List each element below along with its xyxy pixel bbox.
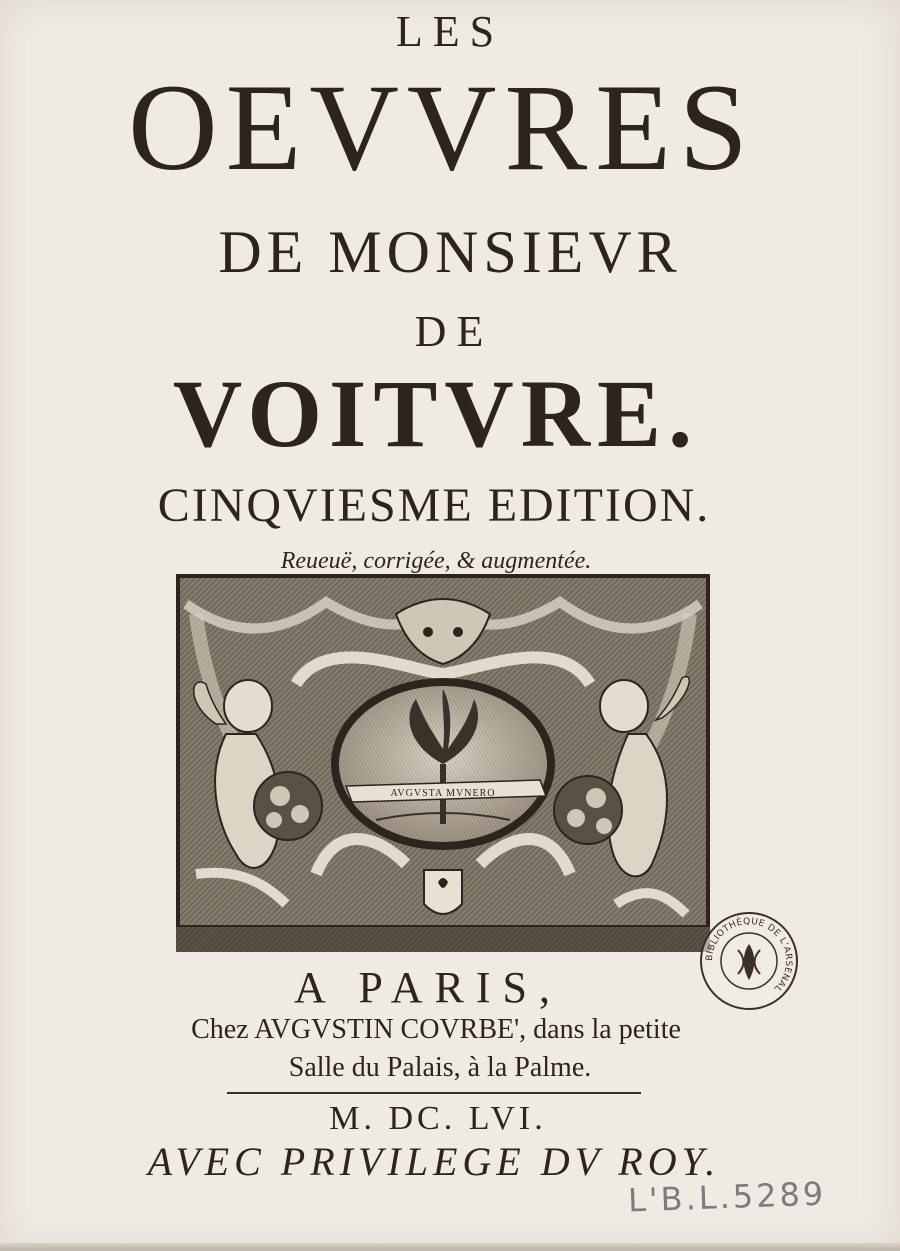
imprint-rule bbox=[227, 1092, 641, 1094]
author-name: VOITVRE. bbox=[172, 360, 700, 467]
vignette-banner-text: AVGVSTA MVNERO bbox=[390, 788, 496, 799]
title-les: LES bbox=[395, 7, 505, 56]
imprint-city: A PARIS, bbox=[293, 963, 563, 1012]
heraldic-shield bbox=[424, 870, 462, 914]
title-de: DE bbox=[414, 307, 494, 356]
royal-privilege: AVEC PRIVILEGE DV ROY. bbox=[147, 1139, 721, 1184]
shelfmark-annotation: L'B.L.5289 bbox=[627, 1174, 827, 1220]
edition-statement: CINQVIESME EDITION. bbox=[157, 479, 711, 532]
engraved-vignette bbox=[176, 574, 710, 952]
revision-statement: Reueuë, corrigée, & augmentée. bbox=[280, 548, 592, 574]
title-oeuvres: OEVVRES bbox=[128, 59, 756, 196]
publication-date: M. DC. LVI. bbox=[329, 1100, 547, 1137]
title-de-monsieur: DE MONSIEVR bbox=[218, 219, 682, 285]
imprint-publisher: Chez AVGVSTIN COVRBE', dans la petite bbox=[191, 1014, 681, 1045]
imprint-location: Salle du Palais, à la Palme. bbox=[288, 1052, 592, 1083]
library-stamp-text: BIBLIOTHÈQUE DE L'ARSENAL bbox=[704, 916, 794, 994]
page-edge bbox=[0, 1243, 900, 1251]
